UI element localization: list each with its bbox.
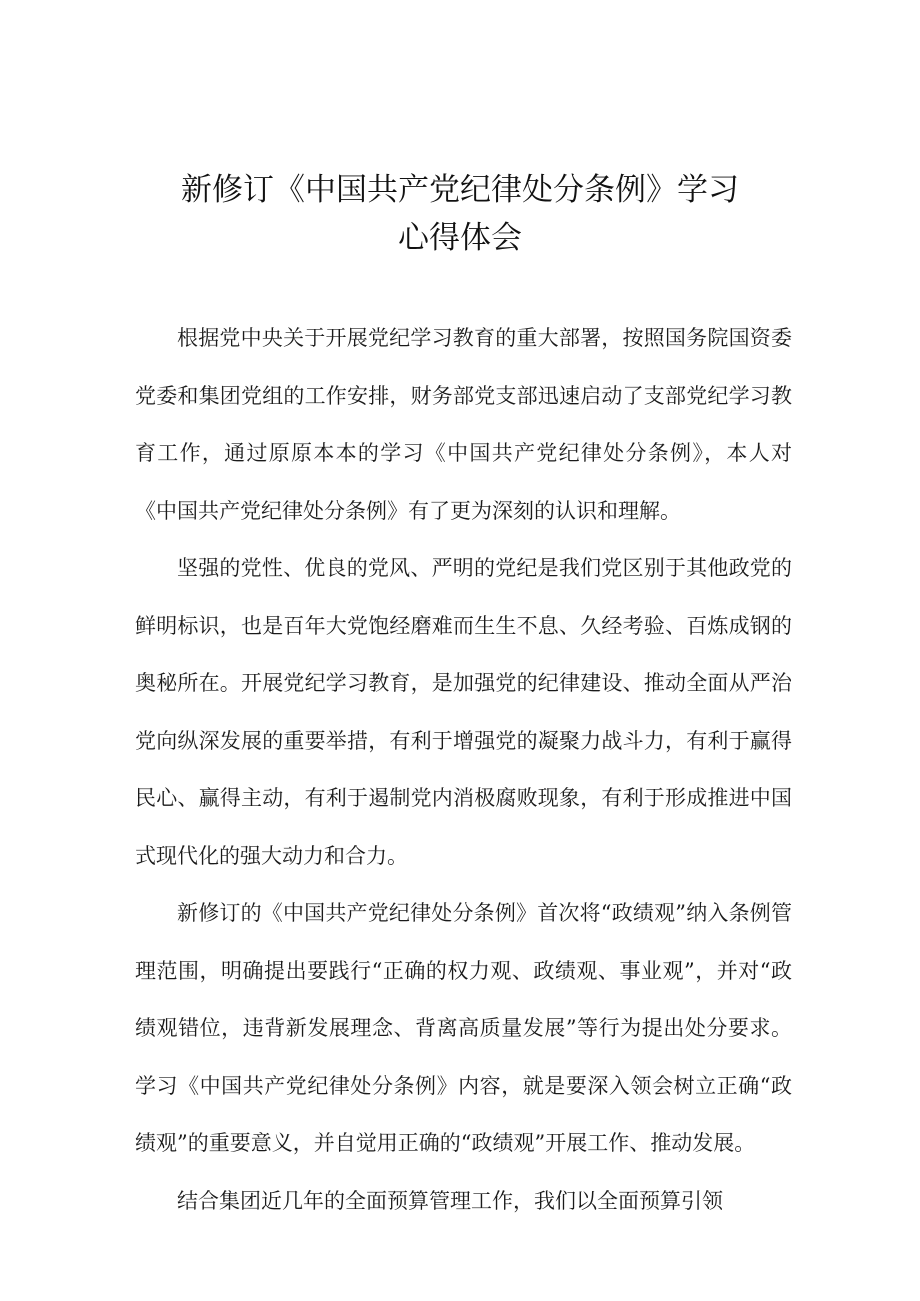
document-title xyxy=(120,166,800,262)
paragraph-1: 根据党中央关于开展党纪学习教育的重大部署，按照国务院国资委党委和集团党组的工作安排，财务部党支部迅速启动了支部党纪学习教育工作，通过原原本本的学习《中国共产党纪律处分条例》，本人对《中国共产党纪律处分条例》有了更为深刻的认识和理解。 xyxy=(135,326,792,523)
title-line-1: 新修订《中国共产党纪律处分条例》学习 xyxy=(181,172,739,208)
paragraph-3: 新修订的《中国共产党纪律处分条例》首次将“政绩观”纳入条例管理范围，明确提出要践行“正确的权力观、政绩观、事业观”，并对“政绩观错位，违背新发展理念、背离高质量发展”等行为提出处分要求。学习《中国共产党纪律处分条例》内容，就是要深入领会树立正确“政绩观”的重要意义，并自觉用正确的“政绩观”开展工作、推动发展。 xyxy=(135,901,792,1155)
paragraph-4: 结合集团近几年的全面预算管理工作，我们以全面预算引领 xyxy=(177,1188,723,1213)
document-body xyxy=(135,310,792,1230)
paragraph-2: 坚强的党性、优良的党风、严明的党纪是我们党区别于其他政党的鲜明标识，也是百年大党饱经磨难而生生不息、久经考验、百炼成钢的奥秘所在。开展党纪学习教育，是加强党的纪律建设、推动全面从严治党向纵深发展的重要举措，有利于增强党的凝聚力战斗力，有利于赢得民心、赢得主动，有利于遏制党内消极腐败现象，有利于形成推进中国式现代化的强大动力和合力。 xyxy=(135,556,792,868)
title-line-2: 心得体会 xyxy=(398,220,522,256)
